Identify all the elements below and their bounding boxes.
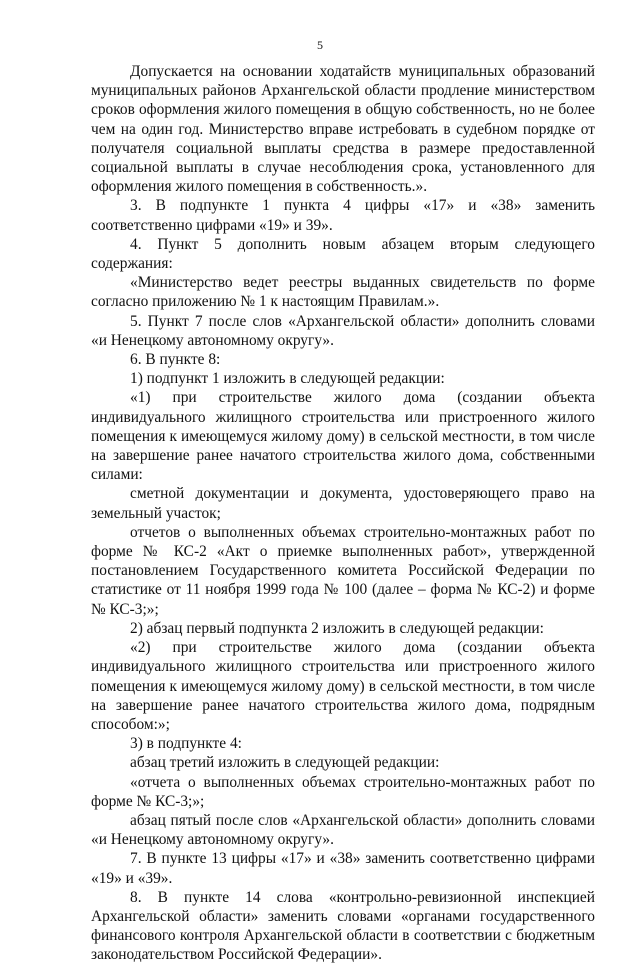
paragraph-item-6-3-fifth: абзац пятый после слов «Архангельской области» дополнить словами «и Ненецкому автономному округу». xyxy=(91,811,595,849)
paragraph-item-6-1-quote: «1) при строительстве жилого дома (создании объекта индивидуального жилищного строительства или пристроенного жилого помещения к имеющемуся жилому дому) в сельской местности, в том числе на завершение ранее начатого строительства жилого дома, собственными силами: xyxy=(91,389,595,484)
page-number: 5 xyxy=(317,38,323,52)
paragraph-ownership-deadline: Допускается на основании ходатайств муниципальных образований муниципальных районов Архангельской области продление министерством сроков оформления жилого помещения в общую собственность, но не более чем на один год. Министерство вправе истребовать в судебном порядке от получателя социальной выплаты средства в размере предоставленной социальной выплаты в случае несоблюдения срока, установленного для оформления жилого помещения в собственность.». xyxy=(91,63,595,196)
document-body xyxy=(91,62,595,965)
paragraph-item-6-2-quote: «2) при строительстве жилого дома (создании объекта индивидуального жилищного строительства или пристроенного жилого помещения к имеющемуся жилому дому) в сельской местности, в том числе на завершение ранее начатого строительства жилого дома, подрядным способом:»; xyxy=(91,639,595,733)
paragraph-item-6-2: 2) абзац первый подпункта 2 изложить в следующей редакции: xyxy=(130,619,544,637)
paragraph-item-7: 7. В пункте 13 цифры «17» и «38» заменить соответственно цифрами «19» и «39». xyxy=(91,850,595,887)
paragraph-item-4: 4. Пункт 5 дополнить новым абзацем вторым следующего содержания: xyxy=(91,235,595,273)
paragraph-estimate-docs: сметной документации и документа, удостоверяющего право на земельный участок; xyxy=(91,485,595,522)
paragraph-item-6-3-third: абзац третий изложить в следующей редакции: xyxy=(130,754,440,772)
paragraph-ks-reports: отчетов о выполненных объемах строительно-монтажных работ по форме № КС-2 «Акт о приемке выполненных работ», утвержденной постановлением Государственного комитета Российской Федерации по статистике от 11 ноября 1999 года № 100 (далее – форма № КС-2) и форме № КС-3;»; xyxy=(91,523,595,618)
paragraph-item-8: 8. В пункте 14 слова «контрольно-ревизионной инспекцией Архангельской области» заменить словами «органами государственного финансового контроля Архангельской области в соответствии с бюджетным законодательством Российской Федерации». xyxy=(91,888,595,964)
paragraph-item-6-3-quote: «отчета о выполненных объемах строительно-монтажных работ по форме № КС-3;»; xyxy=(91,773,595,810)
paragraph-item-5: 5. Пункт 7 после слов «Архангельской области» дополнить словами «и Ненецкому автономному округу». xyxy=(91,312,595,349)
paragraph-item-3: 3. В подпункте 1 пункта 4 цифры «17» и «38» заменить соответственно цифрами «19» и 39». xyxy=(91,197,595,234)
paragraph-item-6: 6. В пункте 8: xyxy=(130,351,221,369)
paragraph-item-6-1: 1) подпункт 1 изложить в следующей редакции: xyxy=(130,370,445,388)
paragraph-item-6-3: 3) в подпункте 4: xyxy=(130,735,242,753)
paragraph-item-4-quote: «Министерство ведет реестры выданных свидетельств по форме согласно приложению № 1 к настоящим Правилам.». xyxy=(91,274,595,311)
